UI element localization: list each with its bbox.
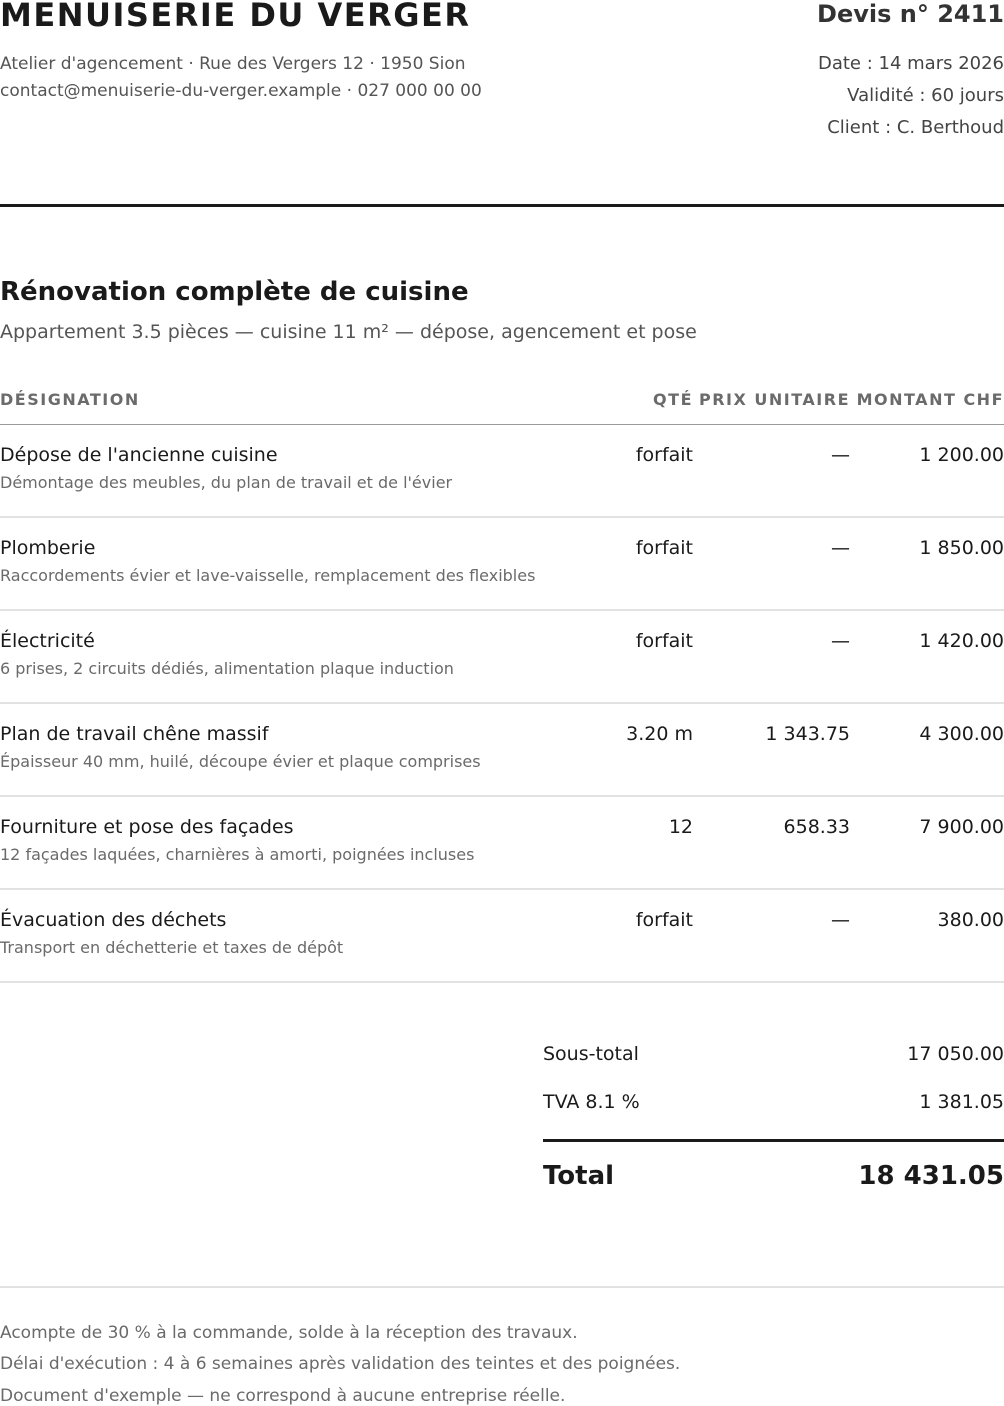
row-unit-price: — — [831, 630, 850, 652]
table-row — [0, 797, 1004, 890]
subtotal-value: 17 050.00 — [907, 1043, 1004, 1065]
row-designation: Plan de travail chêne massif — [0, 723, 269, 745]
row-amount: 380.00 — [937, 909, 1004, 931]
vat-value: 1 381.05 — [919, 1091, 1004, 1113]
footer-line-deposit: Acompte de 30 % à la commande, solde à la réception des travaux. — [0, 1323, 578, 1343]
company-name: MENUISERIE DU VERGER — [0, 0, 471, 34]
table-row — [0, 704, 1004, 797]
row-divider — [0, 981, 1004, 983]
quote-validity: Validité : 60 jours — [847, 85, 1004, 106]
company-address: Atelier d'agencement · Rue des Vergers 12 · 1950 Sion — [0, 54, 466, 74]
row-description: Démontage des meubles, du plan de travail et de l'évier — [0, 473, 453, 492]
row-designation: Plomberie — [0, 537, 96, 559]
table-row — [0, 425, 1004, 518]
row-qty: forfait — [635, 537, 693, 559]
subtotal-label: Sous-total — [543, 1043, 639, 1065]
quote-client: Client : C. Berthoud — [827, 117, 1004, 138]
row-description: 12 façades laquées, charnières à amorti, poignées incluses — [0, 845, 475, 864]
row-unit-price: 658.33 — [783, 816, 850, 838]
row-amount: 4 300.00 — [919, 723, 1004, 745]
row-qty: forfait — [635, 444, 693, 466]
row-amount: 1 420.00 — [919, 630, 1004, 652]
row-amount: 1 850.00 — [919, 537, 1004, 559]
company-contact: contact@menuiserie-du-verger.example · 027 000 00 00 — [0, 81, 482, 101]
project-subtitle: Appartement 3.5 pièces — cuisine 11 m² — dépose, agencement et pose — [0, 321, 697, 343]
vat-label: TVA 8.1 % — [543, 1091, 640, 1113]
row-description: 6 prises, 2 circuits dédiés, alimentation plaque induction — [0, 659, 454, 678]
row-amount: 1 200.00 — [919, 444, 1004, 466]
row-amount: 7 900.00 — [919, 816, 1004, 838]
footer-line-disclaimer: Document d'exemple — ne correspond à aucune entreprise réelle. — [0, 1386, 566, 1406]
column-header-amount: MONTANT CHF — [856, 390, 1004, 409]
quote-number: Devis n° 2411 — [817, 0, 1004, 28]
total-divider — [543, 1139, 1004, 1142]
row-qty: forfait — [635, 909, 693, 931]
row-description: Raccordements évier et lave-vaisselle, remplacement des flexibles — [0, 566, 536, 585]
row-designation: Dépose de l'ancienne cuisine — [0, 444, 278, 466]
row-qty: 3.20 m — [626, 723, 693, 745]
table-row — [0, 890, 1004, 983]
row-unit-price: — — [831, 444, 850, 466]
row-description: Transport en déchetterie et taxes de dépôt — [0, 938, 344, 957]
table-row — [0, 518, 1004, 611]
row-designation: Évacuation des déchets — [0, 909, 227, 931]
project-title: Rénovation complète de cuisine — [0, 277, 469, 307]
row-qty: 12 — [668, 816, 693, 838]
row-unit-price: — — [831, 909, 850, 931]
total-label: Total — [543, 1161, 615, 1191]
footer-divider — [0, 1286, 1004, 1288]
row-designation: Électricité — [0, 630, 95, 652]
row-qty: forfait — [635, 630, 693, 652]
row-unit-price: 1 343.75 — [765, 723, 850, 745]
total-value: 18 431.05 — [858, 1161, 1004, 1191]
column-header-designation: DÉSIGNATION — [0, 390, 140, 409]
footer-line-delay: Délai d'exécution : 4 à 6 semaines après validation des teintes et des poignées. — [0, 1354, 681, 1374]
quote-date: Date : 14 mars 2026 — [817, 53, 1004, 74]
row-designation: Fourniture et pose des façades — [0, 816, 294, 838]
table-row — [0, 611, 1004, 704]
header-divider — [0, 204, 1004, 207]
column-header-qty: QTÉ — [653, 390, 693, 409]
row-description: Épaisseur 40 mm, huilé, découpe évier et plaque comprises — [0, 752, 481, 771]
column-header-unit-price: PRIX UNITAIRE — [699, 390, 850, 409]
row-unit-price: — — [831, 537, 850, 559]
